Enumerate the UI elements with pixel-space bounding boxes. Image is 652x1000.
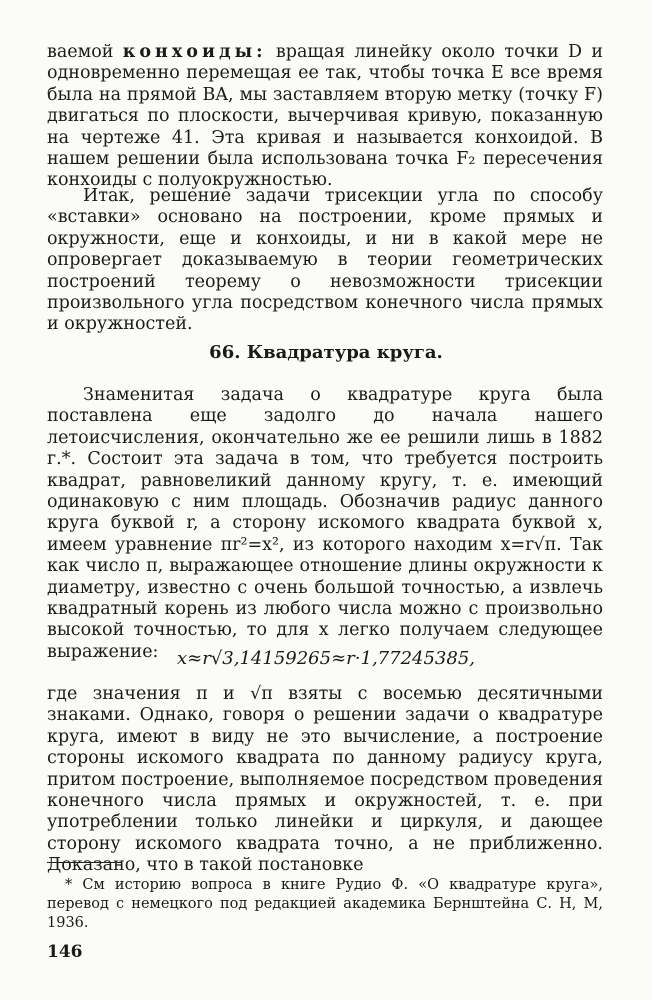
paragraph-trisection: Итак, решение задачи трисекции угла по способу «вставки» основано на построении, кроме прямых и окружности, еще и конхоиды, и ни в какой мере не опровергает доказываемую в теории геометрических построений теорему о невозможности трисекции произвольного угла посредством конечного числа прямых и окружностей. (47, 186, 603, 335)
term-conchoid: конхоиды: (122, 42, 267, 62)
paragraph-rest: вращая линейку около точки D и одновременно перемещая ее так, чтобы точка E все время была на прямой BA, мы заставляем вторую метку (точку F) двигаться по плоскости, вычерчивая кривую, показанную на чертеже 41. Эта кривая и называется конхоидой. В нашем решении была использована точка F₂ пересечения конхоиды с полуокружностью. (47, 42, 603, 191)
footnote: * См историю вопроса в книге Рудио Ф. «О квадратуре круга», перевод с немецкого под редакцией академика Бернштейна С. Н, М, 1936. (47, 877, 603, 931)
paragraph-conchoid (47, 42, 603, 192)
paragraph-construction: где значения π и √π взяты с восемью десятичными знаками. Однако, говоря о решении задачи о квадратуре круга, имеют в виду не это вычисление, а построение стороны искомого квадрата по данному радиусу круга, притом построение, выполняемое посредством проведения конечного числа прямых и окружностей, т. е. при употреблении только линейки и циркуля, и дающее сторону искомого квадрата точно, а не приближенно. Доказано, что в такой постановке (47, 684, 603, 876)
page-number: 146 (47, 942, 83, 962)
section-heading: 66. Квадратура круга. (209, 342, 443, 363)
paragraph-quadrature: Знаменитая задача о квадратуре круга была поставлена еще задолго до начала нашего летоисчисления, окончательно же ее решили лишь в 1882 г.*. Состоит эта задача в том, что требуется построить квадрат, равновеликий данному кругу, т. е. имеющий одинаковую с ним площадь. Обозначив радиус данного круга буквой r, а сторону искомого квадрата буквой x, имеем уравнение πr²=x², из которого находим x=r√π. Так как число π, выражающее отношение длины окружности к диаметру, известно с очень большой точностью, а извлечь квадратный корень из любого числа можно с произвольно высокой точностью, то для x легко получаем следующее выражение: (47, 385, 603, 662)
footnote-rule (47, 862, 121, 863)
paragraph-lead: ваемой (47, 42, 123, 62)
formula: x≈r√3,14159265≈r·1,77245385, (176, 648, 476, 669)
